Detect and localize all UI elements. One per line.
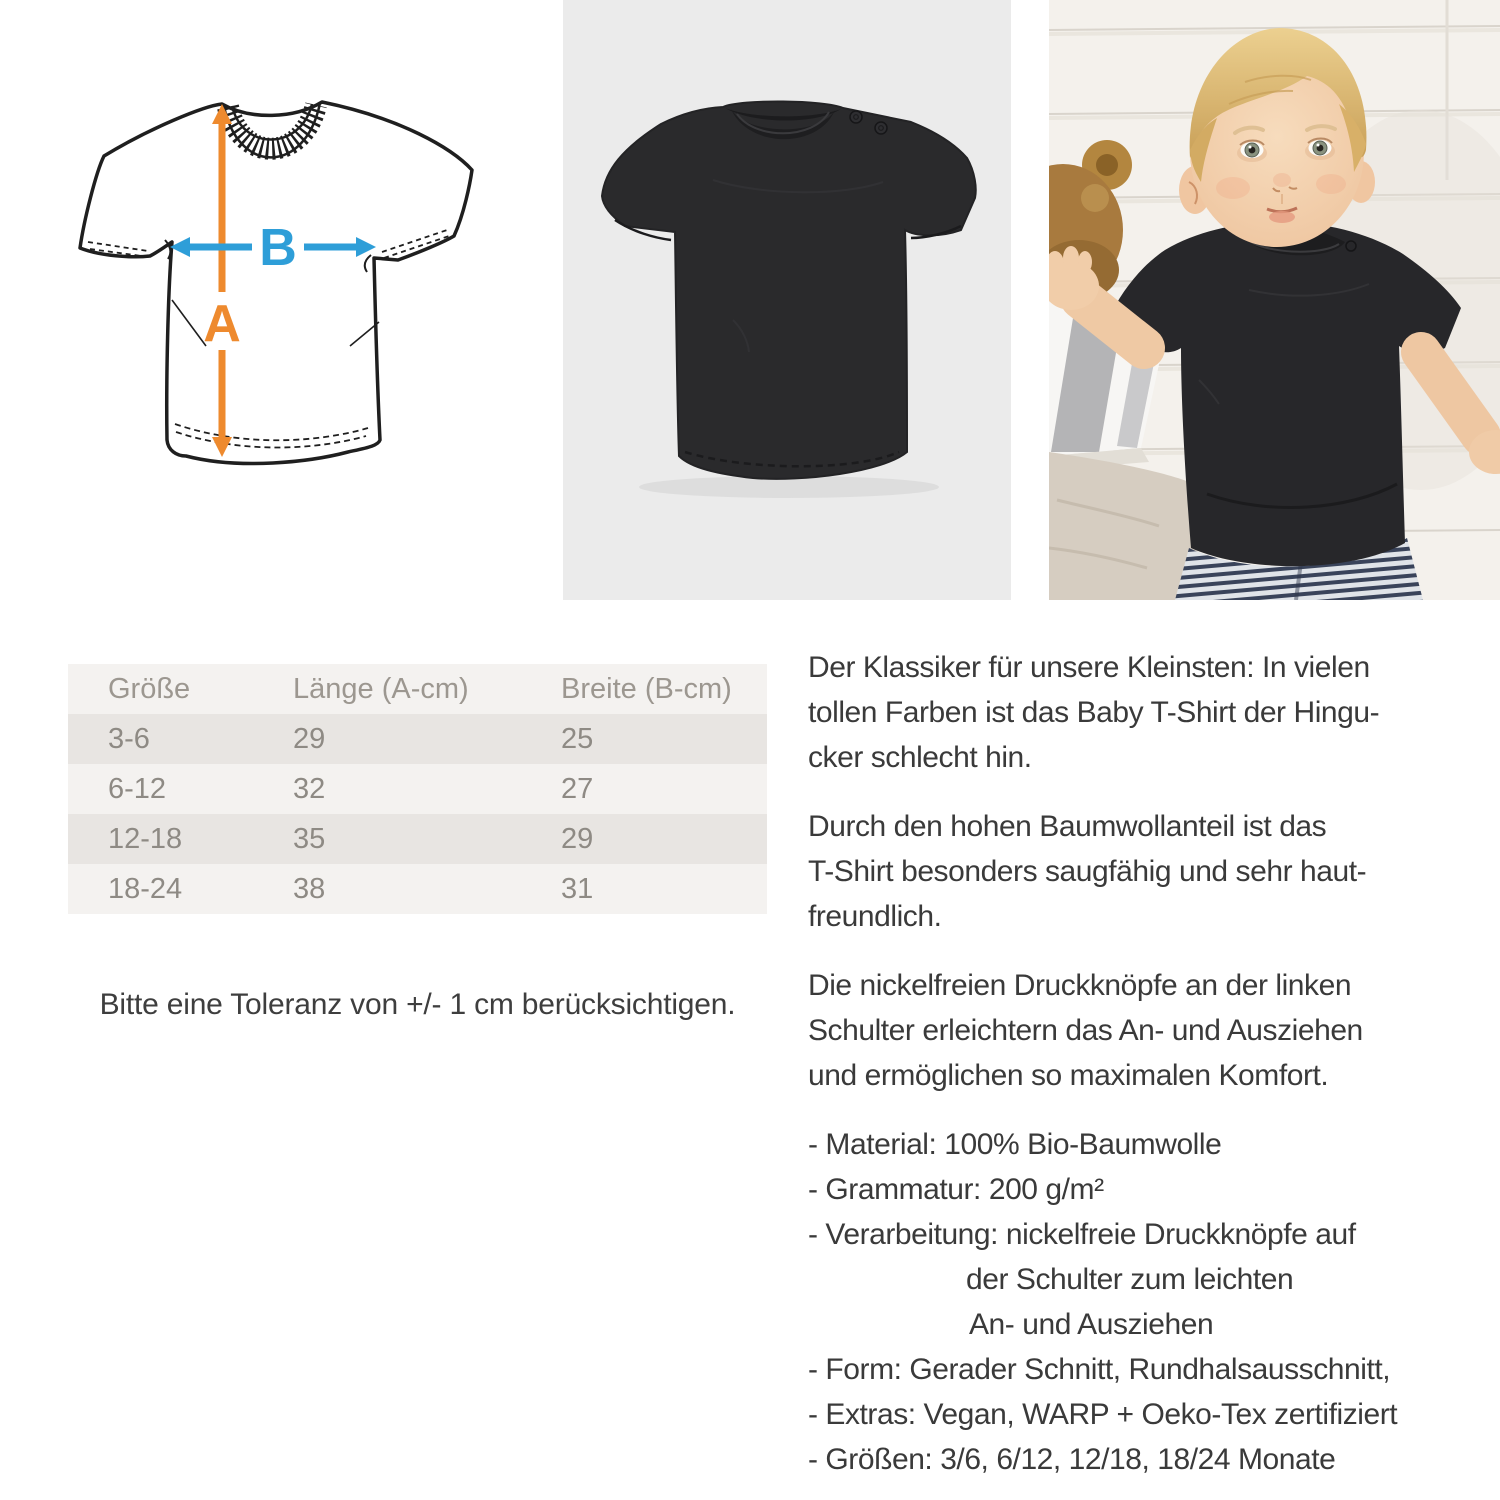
measure-label-a: A (203, 295, 241, 353)
cell-width: 27 (561, 772, 594, 805)
spec-line: - Form: Gerader Schnitt, Rundhalsausschnitt, (808, 1353, 1391, 1386)
description-line: cker schlecht hin. (808, 741, 1032, 774)
cheek (1316, 174, 1346, 194)
nose (1273, 173, 1291, 187)
description-paragraph (808, 963, 1468, 1098)
table-row (68, 864, 767, 914)
cell-length: 29 (293, 722, 326, 755)
size-table (68, 664, 767, 914)
cell-width: 25 (561, 722, 594, 755)
size-diagram-illustration (0, 0, 515, 620)
spec-line-continuation: An- und Ausziehen (969, 1308, 1214, 1341)
description-line: Schulter erleichtern das An- und Ausziehen (808, 1014, 1363, 1047)
spec-line: - Extras: Vegan, WARP + Oeko-Tex zertifiziert (808, 1398, 1398, 1431)
cell-length: 35 (293, 822, 326, 855)
description-line: T-Shirt besonders saugfähig und sehr haut- (808, 855, 1367, 888)
header-size: Größe (108, 672, 191, 705)
cell-length: 38 (293, 872, 326, 905)
spec-line: - Material: 100% Bio-Baumwolle (808, 1128, 1222, 1161)
product-spec-list (808, 1122, 1468, 1482)
measure-label-b: B (259, 219, 297, 277)
product-photo-panel (563, 0, 1011, 600)
cell-size: 3-6 (108, 722, 150, 755)
cell-size: 6-12 (108, 772, 167, 805)
cheek (1216, 177, 1250, 199)
description-paragraph (808, 645, 1468, 780)
size-table-header-row (68, 664, 767, 714)
spec-line: - Größen: 3/6, 6/12, 12/18, 18/24 Monate (808, 1443, 1336, 1476)
size-diagram-panel (0, 0, 515, 620)
cell-length: 32 (293, 772, 326, 805)
black-baby-tshirt-image (563, 0, 1011, 600)
table-row (68, 764, 767, 814)
model-photo-panel (1049, 0, 1500, 600)
spec-line-continuation: der Schulter zum leichten (966, 1263, 1294, 1296)
description-line: und ermöglichen so maximalen Komfort. (808, 1059, 1329, 1092)
product-description (808, 645, 1468, 1482)
baby-model-photo (1049, 0, 1500, 600)
description-paragraph (808, 804, 1468, 939)
cell-width: 29 (561, 822, 594, 855)
description-line: Der Klassiker für unsere Kleinsten: In vielen (808, 651, 1370, 684)
cell-size: 12-18 (108, 822, 183, 855)
header-length: Länge (A-cm) (293, 672, 469, 705)
spec-line: - Grammatur: 200 g/m² (808, 1173, 1104, 1206)
header-width: Breite (B-cm) (561, 672, 732, 705)
table-row (68, 814, 767, 864)
description-line: tollen Farben ist das Baby T-Shirt der Hingu- (808, 696, 1380, 729)
spec-line: - Verarbeitung: nickelfreie Druckknöpfe auf (808, 1218, 1356, 1251)
description-line: Durch den hohen Baumwollanteil ist das (808, 810, 1327, 843)
cell-size: 18-24 (108, 872, 183, 905)
description-line: Die nickelfreien Druckknöpfe an der linken (808, 969, 1352, 1002)
description-line: freundlich. (808, 900, 942, 933)
tolerance-note: Bitte eine Toleranz von +/- 1 cm berücksichtigen. (99, 988, 736, 1021)
table-row (68, 714, 767, 764)
cell-width: 31 (561, 872, 594, 905)
